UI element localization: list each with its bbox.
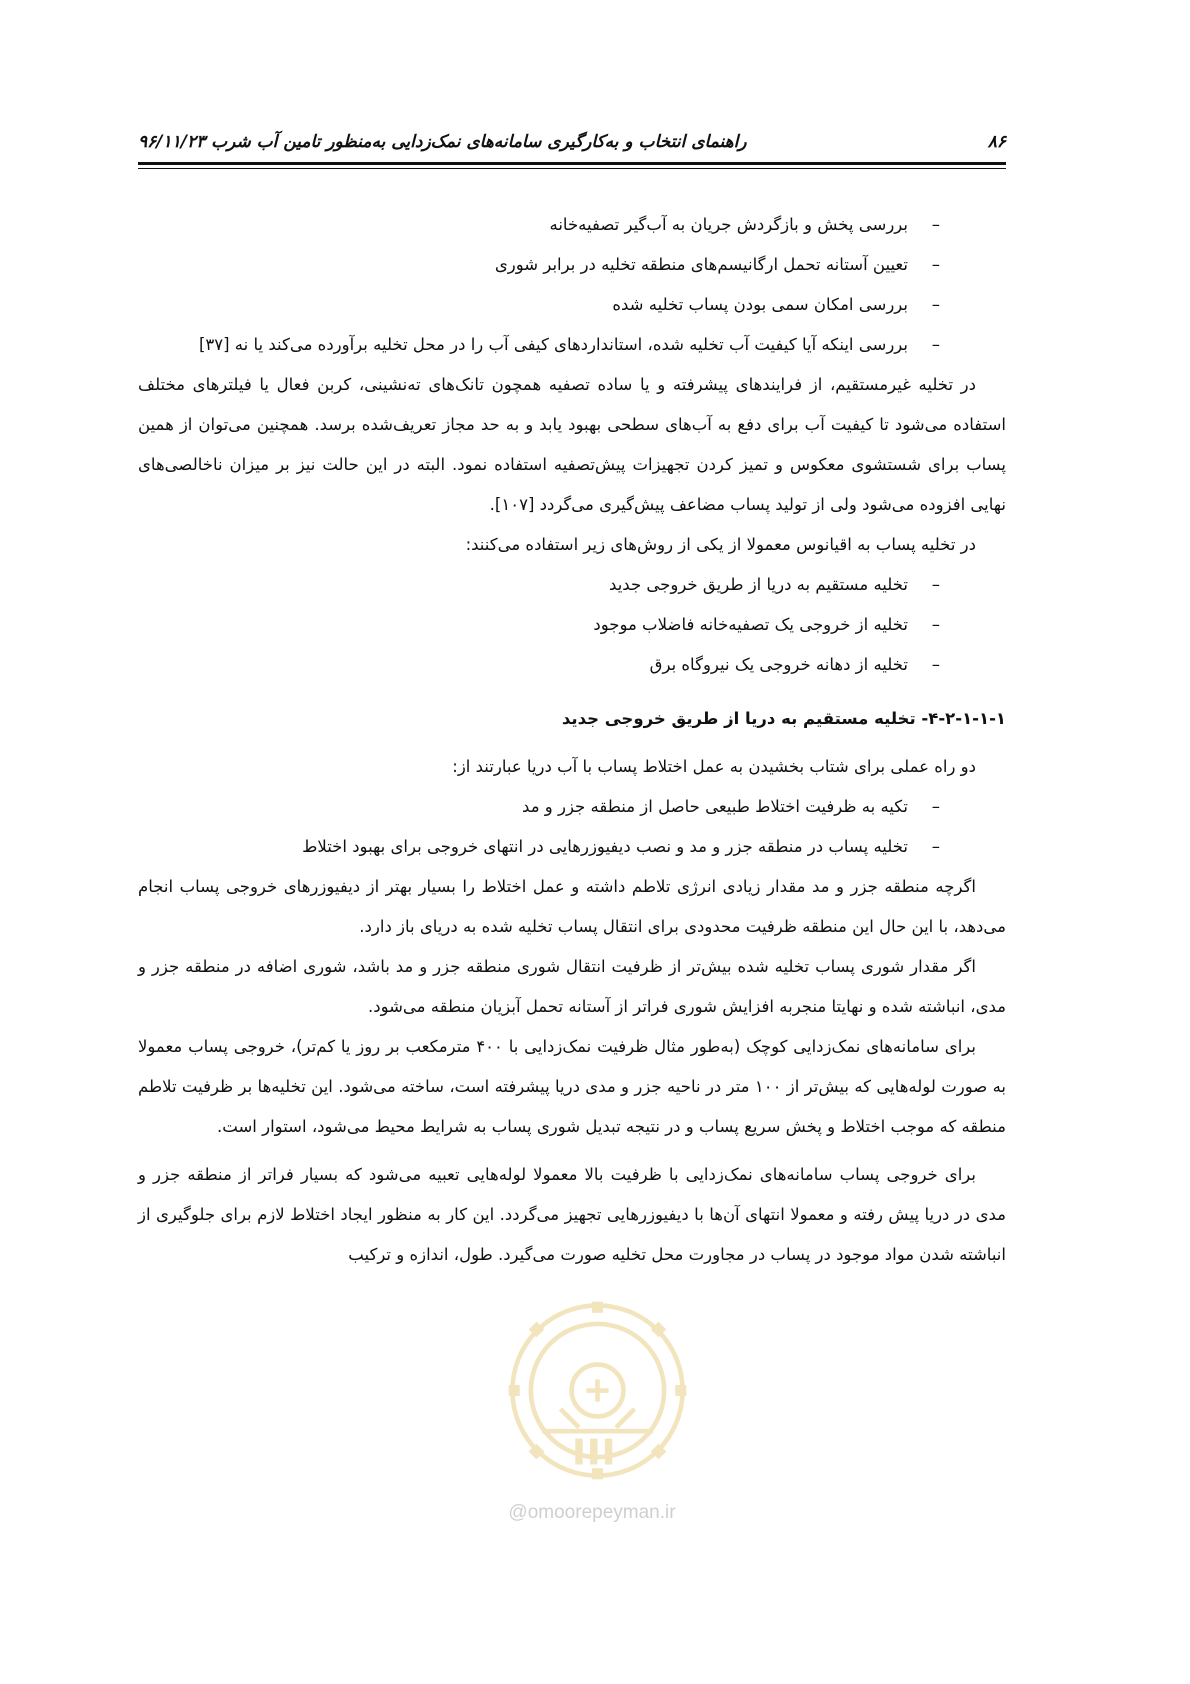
dash-bullet-icon: – [931,837,940,856]
list-item-text: تعیین آستانه تحمل ارگانیسم‌های منطقه تخلیه در برابر شوری [494,255,908,274]
paragraph-tidal-zone: اگرچه منطقه جزر و مد مقدار زیادی انرژی تلاطم داشته و عمل اختلاط را بسیار بهتر از دیفیوزرهای خروجی پساب انجام می‌دهد، با این حال این منطقه ظرفیت محدودی برای انتقال پساب تخلیه شده به دریای باز دارد. [138,877,1006,936]
list-item-text: بررسی پخش و بازگردش جریان به آب‌گیر تصفیه‌خانه [549,215,908,234]
body-content [138,205,1006,1275]
list-item [138,605,1006,645]
watermark-url: @omoorepeyman.ir [508,1502,676,1523]
paragraph-two-ways: دو راه عملی برای شتاب بخشیدن به عمل اختلاط پساب با آب دریا عبارتند از: [452,757,976,776]
list-item [138,827,1006,867]
list-item-text: تکیه به ظرفیت اختلاط طبیعی حاصل از منطقه جزر و مد [522,797,908,816]
paragraph-indirect-discharge: در تخلیه غیرمستقیم، از فرایندهای پیشرفته و یا ساده تصفیه همچون تانک‌های ته‌نشینی، کربن فعال یا فیلترهای مختلف استفاده می‌شود تا کیفیت آب برای دفع به آب‌های سطحی بهبود یابد و به حد مجاز تعریف‌شده برسد. همچنین می‌توان از همین پساب برای شستشوی معکوس و تمیز کردن تجهیزات پیش‌تصفیه استفاده نمود. البته در این حالت نیز بر میزان ناخالصی‌های نهایی افزوده می‌شود ولی از تولید پساب مضاعف پیش‌گیری می‌گردد [۱۰۷]. [138,375,1006,514]
dash-bullet-icon: – [931,255,940,274]
list-item-text: تخلیه از دهانه خروجی یک نیروگاه برق [649,655,908,674]
list-item-text: بررسی امکان سمی بودن پساب تخلیه شده [612,295,908,314]
list-item-text: تخلیه مستقیم به دریا از طریق خروجی جدید [609,575,908,594]
dash-bullet-icon: – [931,615,940,634]
list-item [138,325,1006,365]
running-title: راهنمای انتخاب و به‌کارگیری سامانه‌های نمک‌زدایی به‌منظور تامین آب شرب ۹۶/۱۱/۲۳ [138,132,747,152]
list-item [138,205,1006,245]
header-rule-thick [138,162,1006,165]
list-item [138,645,1006,685]
header-rule-thin [138,168,1006,169]
list-item-text: بررسی اینکه آیا کیفیت آب تخلیه شده، استانداردهای کیفی آب را در محل تخلیه برآورده می‌کند یا نه [۳۷] [198,335,908,354]
dash-bullet-icon: – [931,335,940,354]
list-item [138,285,1006,325]
list-item [138,565,1006,605]
paragraph-ocean-intro: در تخلیه پساب به اقیانوس معمولا از یکی از روش‌های زیر استفاده می‌کنند: [465,535,976,554]
list-item-text: تخلیه از خروجی یک تصفیه‌خانه فاضلاب موجود [593,615,908,634]
page-header [138,128,1006,168]
paragraph-salinity: اگر مقدار شوری پساب تخلیه شده بیش‌تر از ظرفیت انتقال شوری منطقه جزر و مد باشد، شوری اضافه در منطقه جزر و مدی، انباشته شده و نهایتا منجربه افزایش شوری فراتر از آستانه تحمل آبزیان منطقه می‌شود. [138,957,1006,1016]
dash-bullet-icon: – [931,295,940,314]
dash-bullet-icon: – [931,655,940,674]
paragraph-large-systems: برای خروجی پساب سامانه‌های نمک‌زدایی با ظرفیت بالا معمولا لوله‌هایی تعبیه می‌شود که بسیار فراتر از منطقه جزر و مدی در دریا پیش رفته و معمولا انتهای آن‌ها با دیفیوزرهایی تجهیز می‌گردد. این کار به منظور ایجاد اختلاط لازم برای جلوگیری از انباشته شدن مواد موجود در پساب در مجاورت محل تخلیه صورت می‌گیرد. طول، اندازه و ترکیب [138,1165,1006,1264]
dash-bullet-icon: – [931,215,940,234]
page-number: ۸۶ [987,132,1006,152]
watermark-seal-icon [505,1298,690,1483]
dash-bullet-icon: – [931,797,940,816]
section-heading: ۴-۲-۱-۱-۱- تخلیه مستقیم به دریا از طریق خروجی جدید [561,709,1006,728]
dash-bullet-icon: – [931,575,940,594]
paragraph-small-systems: برای سامانه‌های نمک‌زدایی کوچک (به‌طور مثال ظرفیت نمک‌زدایی با ۴۰۰ مترمکعب بر روز یا کم‌تر)، خروجی پساب معمولا به صورت لوله‌هایی که بیش‌تر از ۱۰۰ متر در ناحیه جزر و مدی دریا پیشرفته است، ساخته می‌شود. این تخلیه‌ها بر ظرفیت تلاطم منطقه که موجب اختلاط و پخش سریع پساب و در نتیجه تبدیل شوری پساب به شرایط محیط می‌شود، استوار است. [138,1037,1007,1136]
list-item [138,787,1006,827]
list-item [138,245,1006,285]
list-item-text: تخلیه پساب در منطقه جزر و مد و نصب دیفیوزرهایی در انتهای خروجی برای بهبود اختلاط [302,837,908,856]
